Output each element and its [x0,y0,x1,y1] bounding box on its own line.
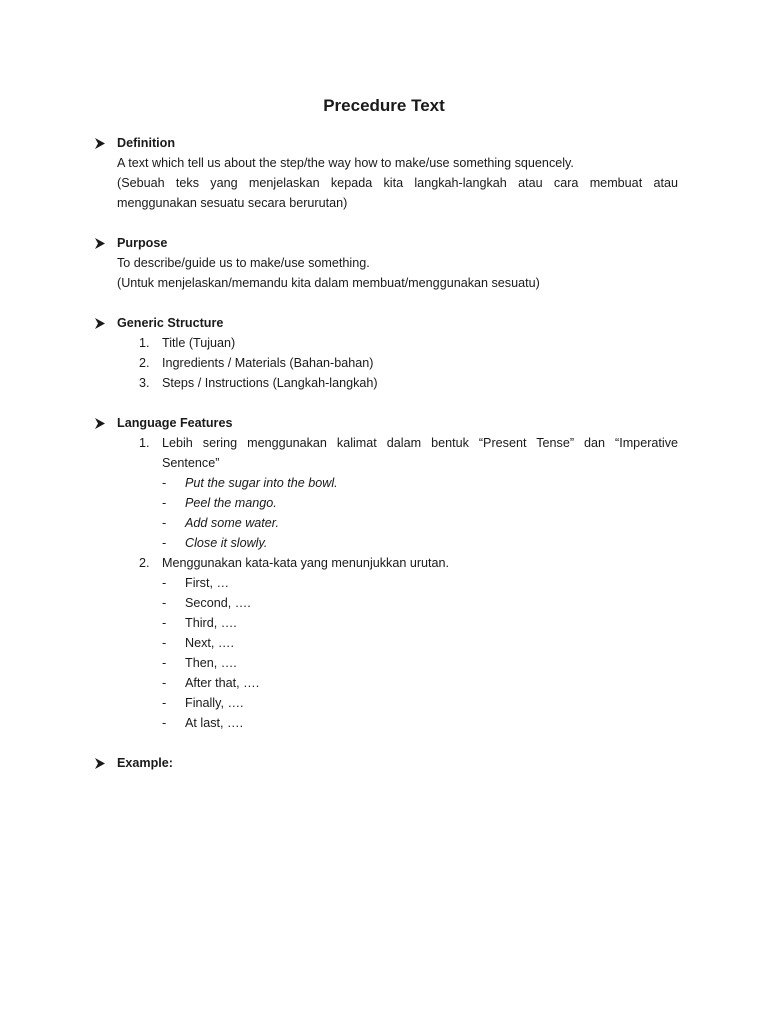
section-heading [92,313,678,333]
definition-heading: Definition [117,136,176,150]
section-definition [92,133,678,213]
purpose-translation: (Untuk menjelaskan/memandu kita dalam membuat/menggunakan sesuatu) [117,276,540,290]
arrow-bullet-icon [95,138,105,149]
arrow-bullet-icon [95,318,105,329]
example-item [92,533,678,553]
list-number: 2. [139,556,150,570]
list-item [92,553,678,573]
page-title: Precedure Text [323,96,445,115]
purpose-text: To describe/guide us to make/use something. [117,256,370,270]
section-purpose [92,233,678,293]
sequence-word-text: Finally, …. [185,696,244,710]
sequence-word-item [92,713,678,733]
sequence-word-item [92,653,678,673]
sequence-word-text: Second, …. [185,596,251,610]
list-number: 1. [139,336,150,350]
list-number: 2. [139,356,150,370]
example-text: Close it slowly. [185,536,268,550]
language-features-heading: Language Features [117,416,233,430]
section-heading [92,753,678,773]
sequence-word-item [92,573,678,593]
example-item [92,513,678,533]
dash-marker: - [162,496,167,510]
sequence-word-item [92,633,678,653]
dash-marker: - [162,696,167,710]
arrow-bullet-icon [95,238,105,249]
section-heading [92,233,678,253]
list-item-text: Lebih sering menggunakan kalimat dalam bentuk “Present Tense” dan “Imperative Sentence” [162,436,678,470]
dash-marker: - [162,476,167,490]
sequence-word-item [92,593,678,613]
list-number: 3. [139,376,150,390]
sequence-word-text: Then, …. [185,656,237,670]
sequence-word-item [92,673,678,693]
dash-marker: - [162,536,167,550]
dash-marker: - [162,676,167,690]
example-heading: Example: [117,756,173,770]
definition-text: A text which tell us about the step/the way how to make/use something squencely. [117,156,574,170]
purpose-heading: Purpose [117,236,168,250]
list-item [92,353,678,373]
dash-marker: - [162,636,167,650]
arrow-bullet-icon [95,758,105,769]
sequence-word-text: After that, …. [185,676,260,690]
dash-marker: - [162,616,167,630]
arrow-bullet-icon [95,418,105,429]
dash-marker: - [162,716,167,730]
generic-structure-heading: Generic Structure [117,316,224,330]
dash-marker: - [162,596,167,610]
example-text: Add some water. [185,516,280,530]
section-language-features [92,413,678,733]
sequence-word-text: At last, …. [185,716,244,730]
section-heading [92,413,678,433]
section-heading [92,133,678,153]
list-item [92,333,678,353]
section-generic-structure [92,313,678,393]
list-item [92,373,678,393]
list-item-text: Menggunakan kata-kata yang menunjukkan urutan. [162,556,450,570]
sequence-word-item [92,693,678,713]
sequence-word-item [92,613,678,633]
example-text: Put the sugar into the bowl. [185,476,338,490]
sequence-word-text: Third, …. [185,616,237,630]
example-item [92,473,678,493]
example-text: Peel the mango. [185,496,277,510]
list-item [92,433,678,473]
list-number: 1. [139,436,150,450]
list-item-text: Steps / Instructions (Langkah-langkah) [162,376,378,390]
list-item-text: Ingredients / Materials (Bahan-bahan) [162,356,374,370]
dash-marker: - [162,516,167,530]
sequence-word-text: First, … [185,576,230,590]
sequence-word-text: Next, …. [185,636,234,650]
dash-marker: - [162,656,167,670]
list-item-text: Title (Tujuan) [162,336,236,350]
definition-translation: (Sebuah teks yang menjelaskan kepada kita langkah-langkah atau cara membuat atau menggunakan sesuatu secara berurutan) [117,176,678,210]
example-item [92,493,678,513]
section-example [92,753,678,773]
dash-marker: - [162,576,167,590]
